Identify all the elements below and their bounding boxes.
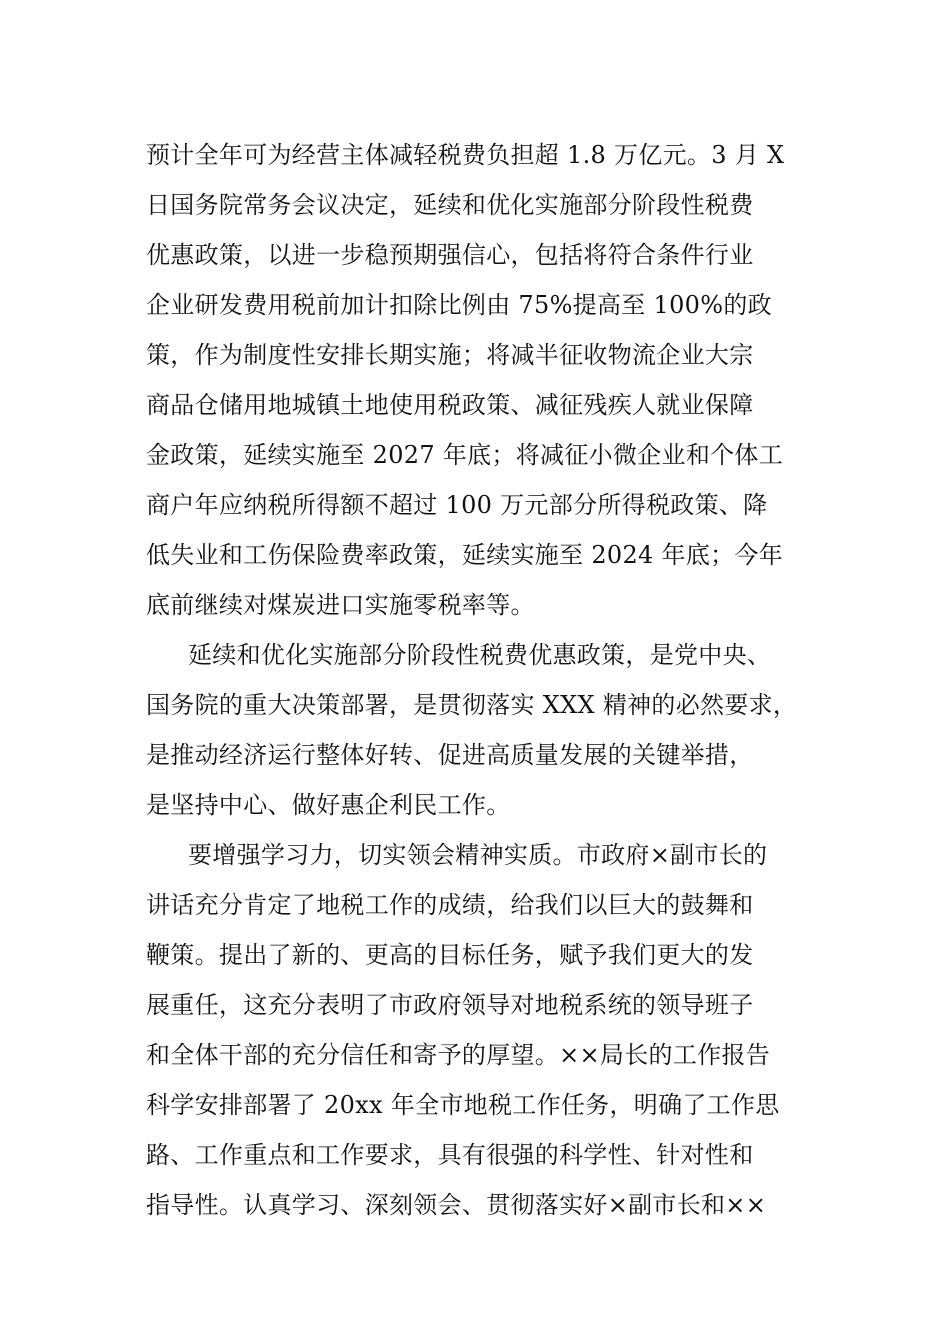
text-line: 商品仓储用地城镇土地使用税政策、减征残疾人就业保障 <box>146 391 754 419</box>
text-line: 策，作为制度性安排长期实施；将减半征收物流企业大宗 <box>146 341 754 369</box>
text-line: 商户年应纳税所得额不超过 100 万元部分所得税政策、降 <box>146 491 768 519</box>
text-line: 低失业和工伤保险费率政策，延续实施至 2024 年底；今年 <box>146 541 784 569</box>
text-line: 指导性。认真学习、深刻领会、贯彻落实好×副市长和×× <box>146 1191 767 1219</box>
text-line: 讲话充分肯定了地税工作的成绩，给我们以巨大的鼓舞和 <box>146 891 754 919</box>
paragraph-policy-significance <box>146 630 818 830</box>
text-line: 科学安排部署了 20xx 年全市地税工作任务，明确了工作思 <box>146 1091 780 1119</box>
text-line: 展重任，这充分表明了市政府领导对地税系统的领导班子 <box>146 991 754 1019</box>
paragraph-learning <box>146 830 818 1230</box>
text-line: 底前继续对煤炭进口实施零税率等。 <box>146 591 535 619</box>
text-line: 是推动经济运行整体好转、促进高质量发展的关键举措， <box>146 741 754 769</box>
text-line: 金政策，延续实施至 2027 年底；将减征小微企业和个体工 <box>146 441 784 469</box>
document-body <box>146 130 818 1230</box>
text-line: 企业研发费用税前加计扣除比例由 75%提高至 100%的政 <box>146 291 772 319</box>
paragraph-tax-policy <box>146 130 818 630</box>
text-line: 延续和优化实施部分阶段性税费优惠政策，是党中央、 <box>188 641 772 669</box>
text-line: 预计全年可为经营主体减轻税费负担超 1.8 万亿元。3 月 X <box>146 141 785 169</box>
text-line: 鞭策。提出了新的、更高的目标任务，赋予我们更大的发 <box>146 941 754 969</box>
text-line: 和全体干部的充分信任和寄予的厚望。××局长的工作报告 <box>146 1041 771 1069</box>
text-line: 路、工作重点和工作要求，具有很强的科学性、针对性和 <box>146 1141 754 1169</box>
text-line: 是坚持中心、做好惠企利民工作。 <box>146 791 511 819</box>
text-line: 要增强学习力，切实领会精神实质。市政府×副市长的 <box>188 841 768 869</box>
text-line: 国务院的重大决策部署，是贯彻落实 XXX 精神的必然要求， <box>146 691 798 719</box>
text-line: 优惠政策，以进一步稳预期强信心，包括将符合条件行业 <box>146 241 754 269</box>
text-line: 日国务院常务会议决定，延续和优化实施部分阶段性税费 <box>146 191 754 219</box>
